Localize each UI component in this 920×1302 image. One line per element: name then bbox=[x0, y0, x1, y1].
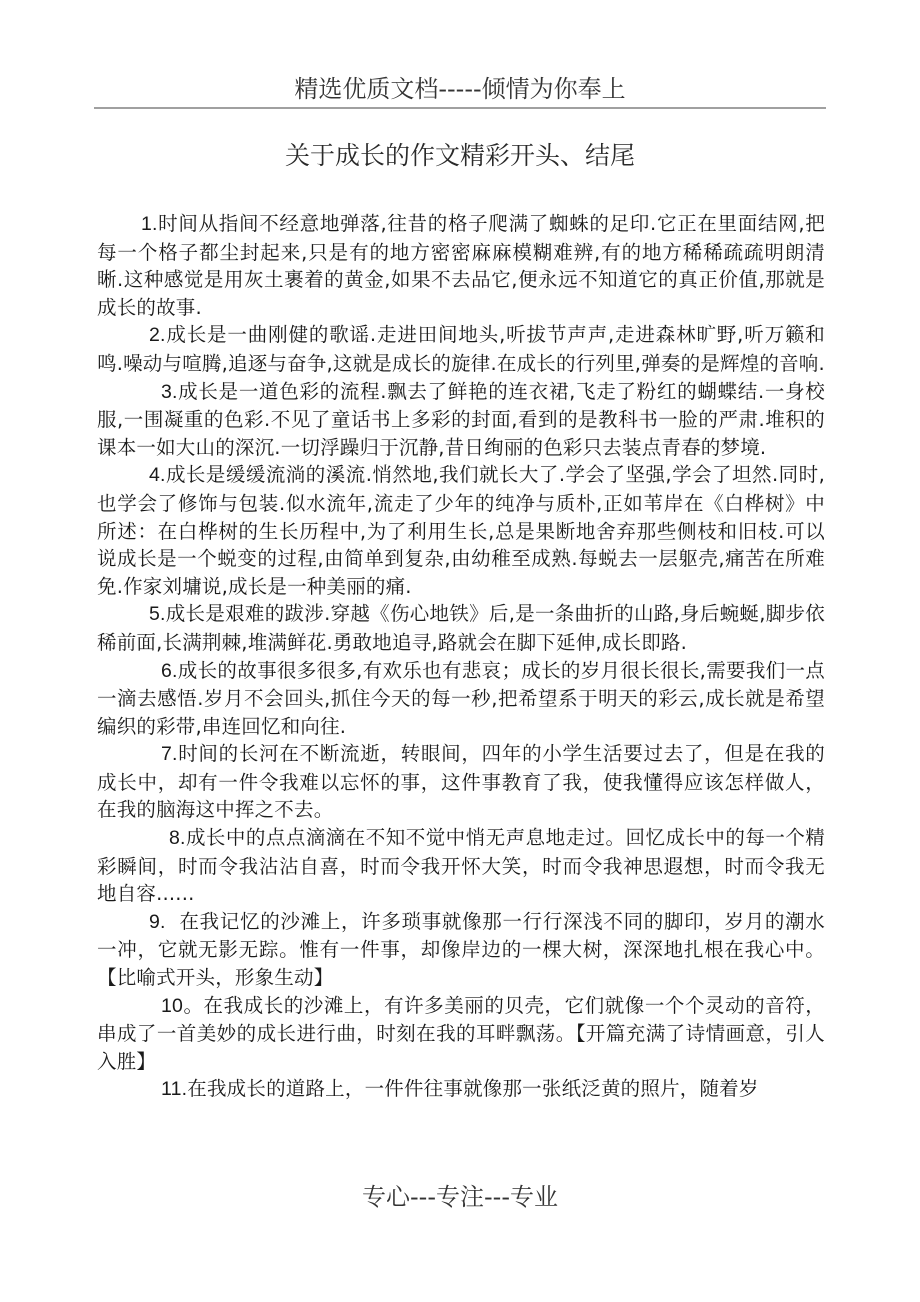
paragraph-number: 4. bbox=[149, 464, 166, 487]
paragraph-number: 3. bbox=[161, 380, 178, 403]
page-footer: 专心---专注---专业 bbox=[362, 1183, 558, 1211]
document-body bbox=[97, 210, 825, 1104]
paragraph-2 bbox=[97, 321, 825, 377]
paragraph-text: 。在我成长的沙滩上，有许多美丽的贝壳，它们就像一个个灵动的音符，串成了一首美妙的成长进行曲，时刻在我的耳畔飘荡。【开篇充满了诗情画意，引人入胜】 bbox=[97, 993, 825, 1073]
paragraph-text: 成长是一道色彩的流程.飘去了鲜艳的连衣裙,飞走了粉红的蝴蝶结.一身校服,一围凝重的色彩.不见了童话书上多彩的封面,看到的是教科书一脸的严肃.堆积的课本一如大山的深沉.一切浮躁归于沉静,昔日绚丽的色彩只去装点青春的梦境. bbox=[97, 379, 825, 459]
paragraph-number: 7. bbox=[161, 743, 178, 766]
paragraph-text: 在我记忆的沙滩上，许多琐事就像那一行行深浅不同的脚印，岁月的潮水一冲，它就无影无踪。惟有一件事，却像岸边的一棵大树，深深地扎根在我心中。【比喻式开头，形象生动】 bbox=[97, 909, 825, 990]
paragraph-number: 9. bbox=[149, 910, 166, 933]
paragraph-text: 时间从指间不经意地弹落,往昔的格子爬满了蜘蛛的足印.它正在里面结网,把每一个格子都尘封起来,只是有的地方密密麻麻模糊难辨,有的地方稀稀疏疏明朗清晰.这种感觉是用灰土裹着的黄金,如果不去品它,便永远不知道它的真正价值,那就是成长的故事. bbox=[97, 212, 825, 319]
paragraph-11 bbox=[97, 1075, 825, 1104]
paragraph-text: 成长的故事很多很多,有欢乐也有悲哀；成长的岁月很长很长,需要我们一点一滴去感悟.岁月不会回头,抓住今天的每一秒,把希望系于明天的彩云,成长就是希望编织的彩带,串连回忆和向往. bbox=[97, 658, 825, 738]
paragraph-1 bbox=[97, 210, 825, 321]
paragraph-9 bbox=[97, 908, 825, 992]
paragraph-8 bbox=[97, 824, 825, 908]
paragraph-number: 1. bbox=[141, 213, 158, 235]
paragraph-10 bbox=[97, 992, 825, 1076]
header-divider bbox=[94, 107, 826, 109]
paragraph-6 bbox=[97, 657, 825, 741]
paragraph-7 bbox=[97, 740, 825, 824]
paragraph-5 bbox=[97, 600, 825, 656]
paragraph-number: 8. bbox=[169, 827, 186, 850]
paragraph-4 bbox=[97, 461, 825, 600]
paragraph-text: 时间的长河在不断流逝，转眼间，四年的小学生活要过去了，但是在我的成长中，却有一件令我难以忘怀的事，这件事教育了我，使我懂得应该怎样做人，在我的脑海这中挥之不去。 bbox=[97, 742, 825, 822]
paragraph-3 bbox=[97, 378, 825, 462]
paragraph-text: 成长是一曲刚健的歌谣.走进田间地头,听拔节声声,走进森林旷野,听万籁和鸣.噪动与喧腾,追逐与奋争,这就是成长的旋律.在成长的行列里,弹奏的是辉煌的音响. bbox=[97, 323, 825, 375]
paragraph-text: 成长是缓缓流淌的溪流.悄然地,我们就长大了.学会了坚强,学会了坦然.同时,也学会了修饰与包装.似水流年,流走了少年的纯净与质朴,正如苇岸在《白桦树》中所述：在白桦树的生长历程中,为了利用生长,总是果断地舍弃那些侧枝和旧枝.可以说成长是一个蜕变的过程,由简单到复杂,由幼稚至成熟.每蜕去一层躯壳,痛苦在所难免.作家刘墉说,成长是一种美丽的痛. bbox=[97, 463, 825, 598]
paragraph-number: 2. bbox=[149, 324, 166, 347]
paragraph-text: 成长中的点点滴滴在不知不觉中悄无声息地走过。回忆成长中的每一个精彩瞬间，时而令我沾沾自喜，时而令我开怀大笑，时而令我神思遐想，时而令我无地自容...... bbox=[97, 826, 825, 906]
document-title: 关于成长的作文精彩开头、结尾 bbox=[284, 141, 635, 170]
paragraph-text: 成长是艰难的跋涉.穿越《伤心地铁》后,是一条曲折的山路,身后蜿蜒,脚步依稀前面,长满荆棘,堆满鲜花.勇敢地追寻,路就会在脚下延伸,成长即路. bbox=[97, 602, 825, 654]
paragraph-number: 11. bbox=[161, 1078, 188, 1101]
paragraph-text: 在我成长的道路上，一件件往事就像那一张纸泛黄的照片，随着岁 bbox=[187, 1077, 759, 1101]
paragraph-number: 5. bbox=[149, 603, 166, 626]
page-header: 精选优质文档-----倾情为你奉上 bbox=[294, 75, 626, 103]
paragraph-number: 6. bbox=[161, 659, 178, 682]
paragraph-number: 10 bbox=[161, 994, 184, 1017]
